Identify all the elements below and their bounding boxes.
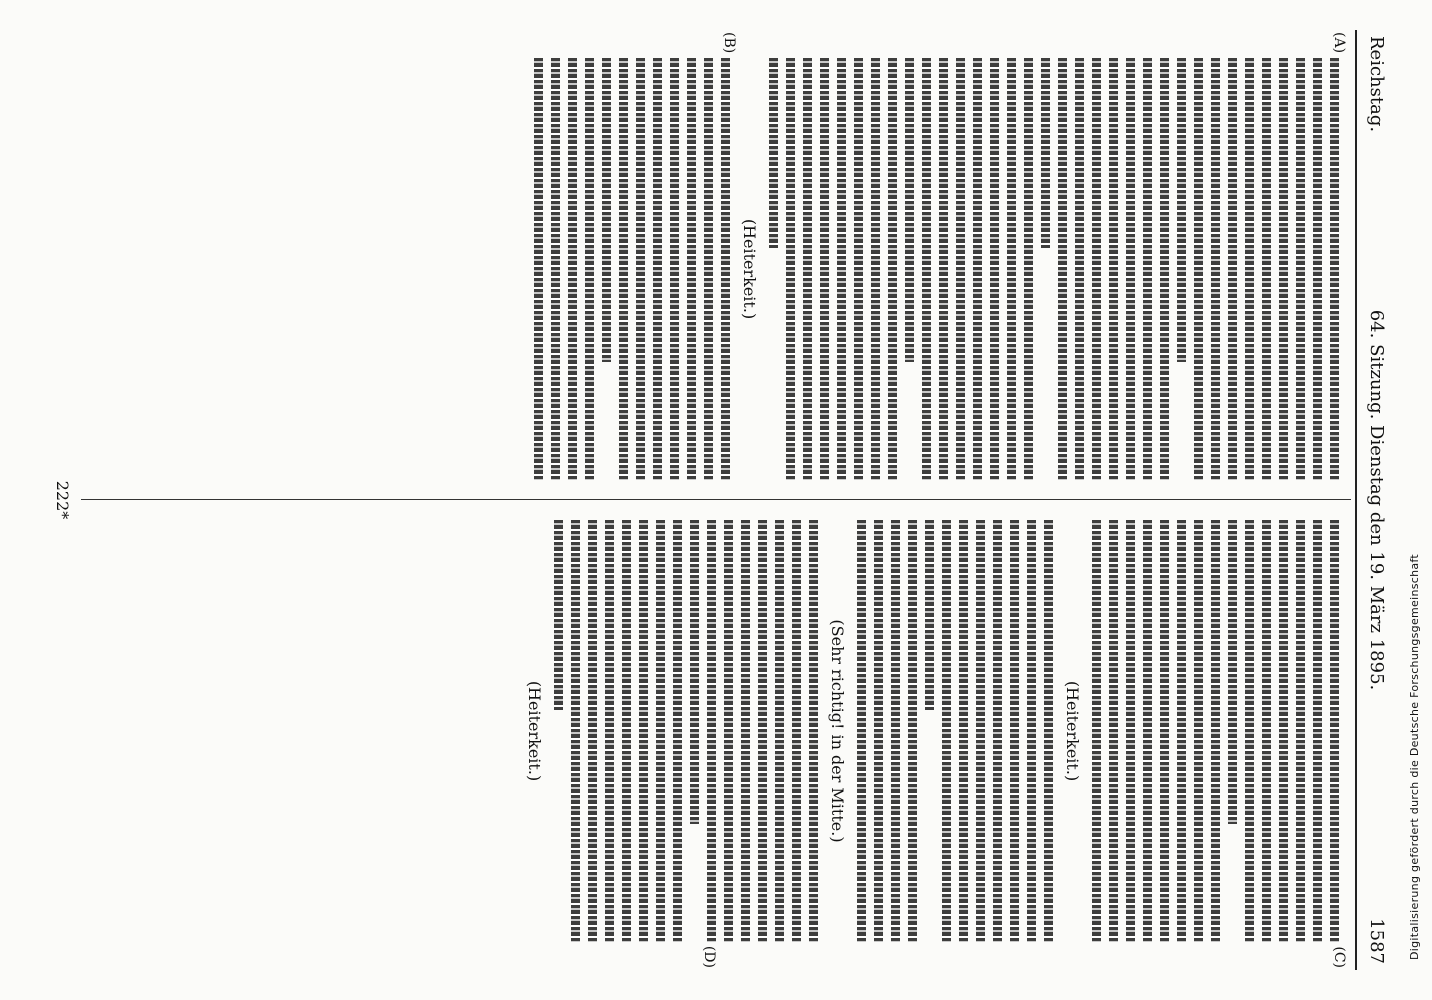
margin-marker-d: (D): [701, 945, 717, 968]
rotated-page: [41, 30, 1391, 970]
margin-marker-c: (C): [1331, 946, 1347, 968]
right-column: [87, 512, 1347, 970]
left-column: [87, 30, 1347, 488]
digitization-sidebar: Digitalisierung gefördert durch die Deutsche Forschungsgemeinschaft: [1408, 553, 1421, 960]
header-right: 1587: [1366, 918, 1387, 964]
right-centered-line-3: (Heiterkeit.): [525, 680, 544, 782]
column-divider: [81, 499, 1351, 500]
header-left: Reichstag.: [1366, 36, 1387, 133]
header-center: 64. Sitzung. Dienstag den 19. März 1895.: [1366, 309, 1387, 691]
margin-marker-b: (B): [721, 32, 737, 54]
left-centered-line: (Heiterkeit.): [740, 218, 759, 320]
page-footer: 222*: [53, 480, 72, 520]
running-header: [1355, 30, 1391, 970]
right-centered-line-1: (Heiterkeit.): [1063, 680, 1082, 782]
margin-marker-a: (A): [1331, 32, 1347, 54]
right-centered-line-2: (Sehr richtig! in der Mitte.): [828, 619, 847, 843]
